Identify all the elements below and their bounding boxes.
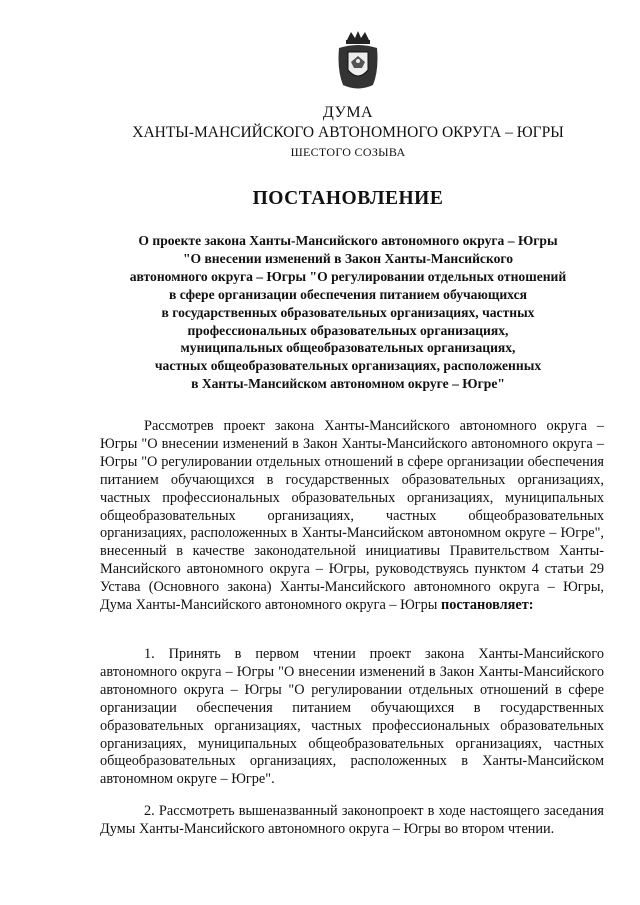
institution-name: ДУМА — [322, 104, 374, 121]
document-type-title: ПОСТАНОВЛЕНИЕ — [252, 188, 444, 209]
subject-line: автономного округа – Югры "О регулировании отдельных отношений — [129, 268, 567, 284]
subject-line: муниципальных общеобразовательных организациях, — [180, 340, 516, 356]
resolution-item-1: 1. Принять в первом чтении проект закона Ханты-Мансийского автономного округа – Югры "О внесении изменений в Закон Ханты-Мансийского автономного округа – Югры "О регулировании отдельных отношений в сфере организации обеспечения питанием обучающихся в государственных образовательных организациях, частных профессиональных образовательных организациях, муниципальных общеобразовательных организациях, частных общеобразовательных организациях, расположенных в Ханты-Мансийском автономном округе – Югре". — [100, 646, 604, 788]
preamble-text: Рассмотрев проект закона Ханты-Мансийского автономного округа – Югры "О внесении изменений в Закон Ханты-Мансийского автономного округа – Югры "О регулировании отдельных отношений в сфере организации обеспечения питанием обучающихся в государственных образовательных организациях, частных профессиональных образовательных организациях, муниципальных общеобразовательных организациях, частных общеобразовательных организациях, расположенных в Ханты-Мансийском автономном округе – Югре", внесенный в качестве законодательной инициативы Правительством Ханты-Мансийского автономного округа – Югры, руководствуясь пунктом 4 статьи 29 Устава (Основного закона) Ханты-Мансийского автономного округа – Югры, Дума Ханты-Мансийского автономного округа – Югры — [100, 418, 604, 614]
subject-line: О проекте закона Ханты-Мансийского автономного округа – Югры — [138, 233, 558, 248]
subject-line: "О внесении изменений в Закон Ханты-Мансийского — [182, 250, 514, 266]
document-subject — [28, 232, 640, 393]
region-name: ХАНТЫ-МАНСИЙСКОГО АВТОНОМНОГО ОКРУГА – ЮГРЫ — [132, 124, 564, 141]
resolution-item-2: 2. Рассмотреть вышеназванный законопроект в ходе настоящего заседания Думы Ханты-Мансийского автономного округа – Югры во втором чтении. — [100, 803, 604, 837]
subject-line: профессиональных образовательных организациях, — [187, 322, 509, 338]
coat-of-arms-emblem — [333, 30, 383, 90]
subject-line: частных общеобразовательных организациях, расположенных — [154, 358, 542, 374]
convocation-label: ШЕСТОГО СОЗЫВА — [290, 145, 406, 159]
subject-line: в сфере организации обеспечения питанием обучающихся — [169, 286, 527, 302]
subject-line: в государственных образовательных организациях, частных — [161, 304, 535, 320]
subject-line: в Ханты-Мансийском автономном округе – Югре" — [191, 376, 505, 392]
resolves-keyword: постановляет: — [440, 597, 534, 614]
preamble-paragraph — [100, 418, 604, 615]
